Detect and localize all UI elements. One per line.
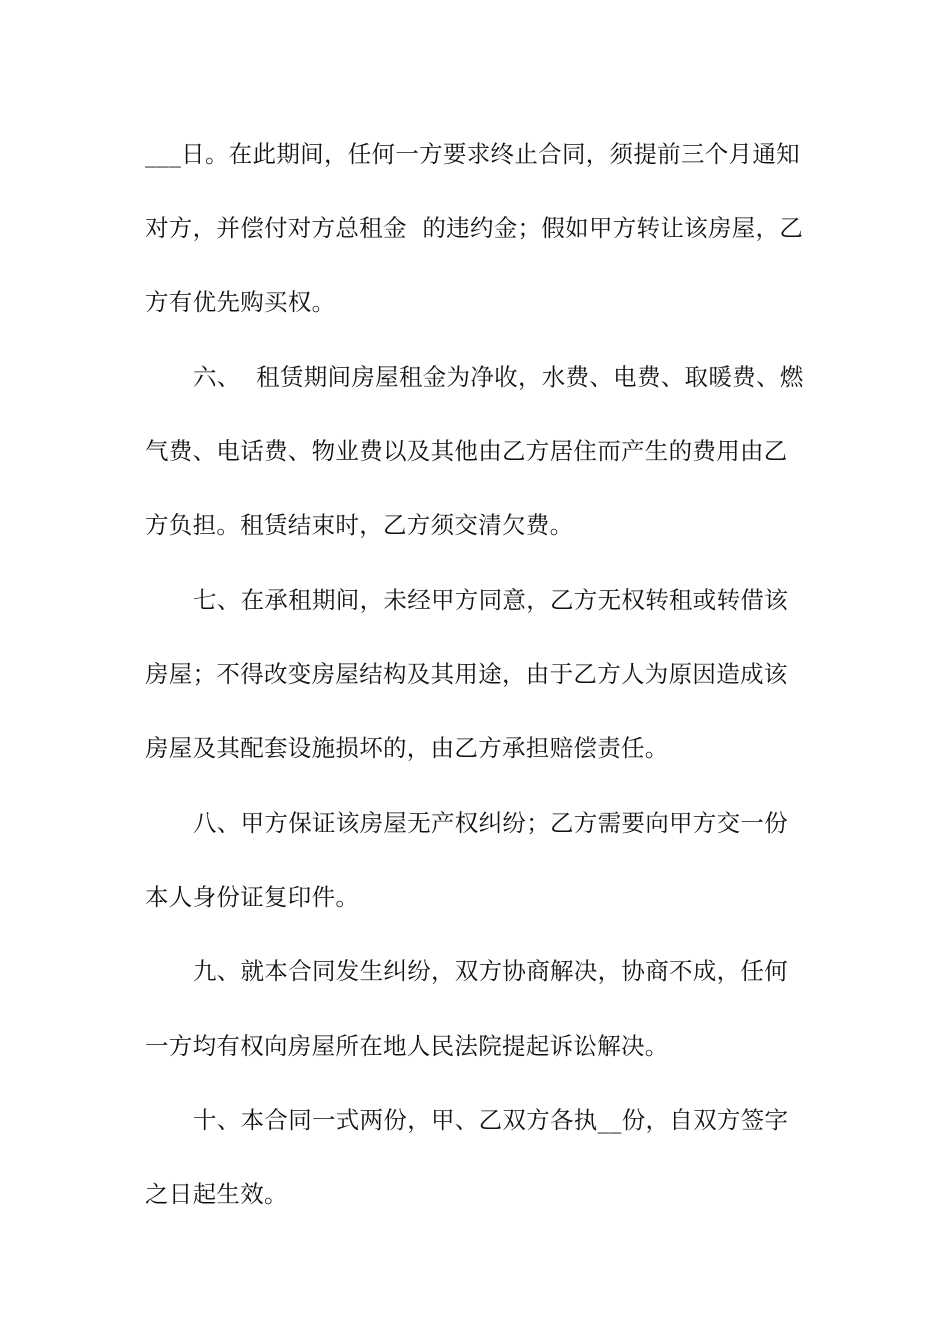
paragraph-line: 本人身份证复印件。 [145, 883, 360, 911]
clause-nine-line: 九、就本合同发生纠纷，双方协商解决，协商不成，任何 [193, 957, 788, 985]
paragraph-line: 房屋及其配套设施损坏的，由乙方承担赔偿责任。 [145, 734, 669, 762]
paragraph-line: 之日起生效。 [145, 1180, 288, 1208]
paragraph-line: 一方均有权向房屋所在地人民法院提起诉讼解决。 [145, 1032, 669, 1060]
clause-ten-line: 十、本合同一式两份，甲、乙双方各执__份，自双方签字 [193, 1106, 789, 1134]
paragraph-line: 方有优先购买权。 [145, 288, 336, 316]
paragraph-line: ___日。在此期间，任何一方要求终止合同，须提前三个月通知 [145, 140, 800, 168]
paragraph-line: 房屋；不得改变房屋结构及其用途，由于乙方人为原因造成该 [145, 660, 788, 688]
paragraph-line: 气费、电话费、物业费以及其他由乙方居住而产生的费用由乙 [145, 437, 788, 465]
clause-eight-line: 八、甲方保证该房屋无产权纠纷；乙方需要向甲方交一份 [193, 809, 788, 837]
paragraph-line: 方负担。租赁结束时，乙方须交清欠费。 [145, 511, 574, 539]
clause-six-line: 六、 租赁期间房屋租金为净收，水费、电费、取暖费、燃 [193, 363, 804, 391]
clause-seven-line: 七、在承租期间，未经甲方同意，乙方无权转租或转借该 [193, 586, 788, 614]
paragraph-line: 对方，并偿付对方总租金 的违约金；假如甲方转让该房屋，乙 [145, 214, 804, 242]
